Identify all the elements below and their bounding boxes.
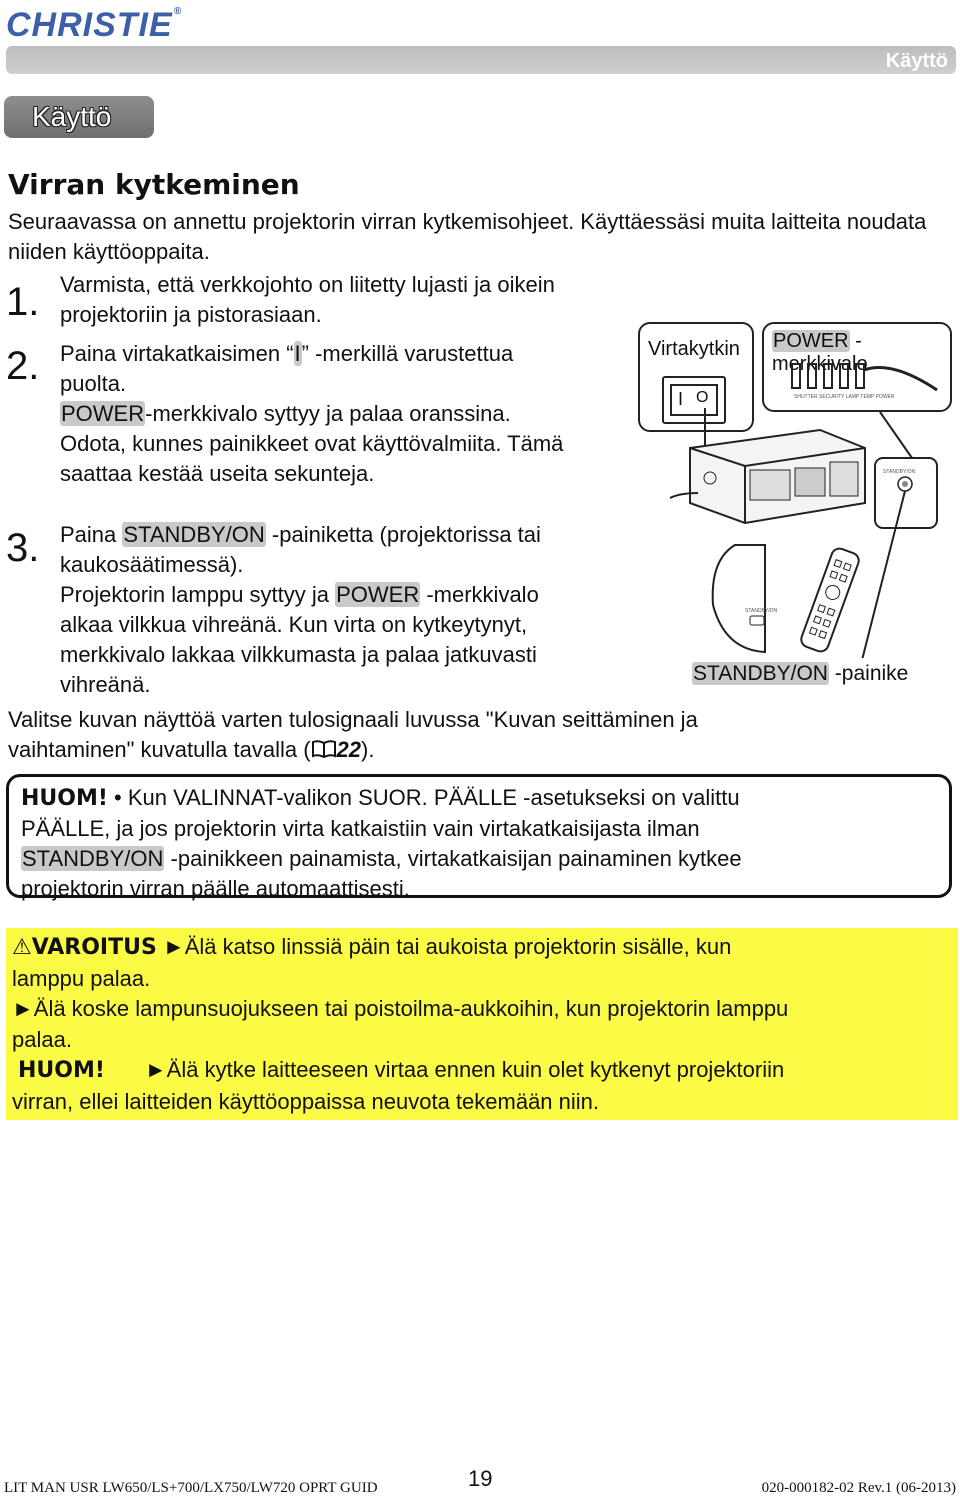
footer-doc-id: LIT MAN USR LW650/LS+700/LX750/LW720 OPRT GUID [4, 1480, 378, 1496]
page-ref[interactable]: 22 [336, 737, 362, 762]
select-input-text: Valitse kuvan näyttöä varten tulosignaali luvussa "Kuvan seittäminen ja vaihtaminen" kuvatulla tavalla ( 22). [8, 707, 698, 762]
power-indicator-label: POWER - merkkivalo [772, 330, 868, 375]
book-icon [311, 737, 337, 762]
section-tab-label: Käyttö [32, 101, 112, 132]
note-label: HUOM! [21, 786, 108, 811]
standby-button-caption: STANDBY/ON -painike [693, 662, 909, 685]
intro-text: Seuraavassa on annettu projektorin virran kytkemisohjeet. Käyttäessäsi muita laitteita noudata niiden käyttöoppaita. [8, 209, 927, 264]
power-switch-icon: I O [662, 376, 726, 424]
header-bar [6, 46, 956, 74]
remote-illustration [705, 540, 865, 660]
power-key: POWER [61, 401, 145, 426]
standby-key: STANDBY/ON [22, 846, 164, 871]
step-3-text: Paina STANDBY/ON -painiketta (projektorissa tai kaukosäätimessä). Projektorin lamppu syttyy ja POWER -merkkivalo alkaa vilkkua vihreänä. Kun virta on kytkeytynyt, merkkivalo lakkaa vilkkumasta ja palaa jatkuvasti vihreänä. [60, 522, 541, 697]
note-box: HUOM! • Kun VALINNAT-valikon SUOR. PÄÄLLE -asetukseksi on valittu PÄÄLLE, ja jos projektorin virta katkaistiin vain virtakatkaisijasta ilman STANDBY/ON -painikkeen painamista, virtakatkaisijan painaminen kytkee projektorin virran päälle automaattisesti. [6, 774, 952, 898]
section-tab [4, 96, 154, 138]
step-1-number: 1. [6, 280, 40, 324]
step-3-number: 3. [6, 526, 40, 570]
svg-text:STANDBY/ON: STANDBY/ON [883, 469, 916, 475]
warning-box: ⚠VAROITUS ►Älä katso linssiä päin tai aukoista projektorin sisälle, kun lamppu palaa. ►Älä koske lampunsuojukseen tai poistoilma-aukkoihin, kun projektorin lamppu palaa. HUOM! ►Älä kytke laitteeseen virtaa ennen kuin olet kytkenyt projektoriin virran, ellei laitteiden käyttöoppaissa neuvota tekemään niin. [6, 928, 958, 1120]
power-key: POWER [336, 582, 420, 607]
step-2-text: Paina virtakatkaisimen “I” -merkillä varustettua puolta. POWER-merkkivalo syttyy ja palaa oranssina. Odota, kunnes painikkeet ovat käyttövalmiita. Tämä saattaa kestää useita sekunteja. [60, 341, 564, 486]
warning-icon: ⚠ [12, 934, 32, 959]
power-indicator-callout [762, 322, 952, 412]
svg-text:STANDBY/ON: STANDBY/ON [745, 608, 778, 614]
switch-label: Virtakytkin [648, 338, 740, 360]
header-section-label: Käyttö [885, 50, 948, 72]
switch-i-key: I [294, 341, 301, 366]
standby-key: STANDBY/ON [123, 522, 265, 547]
indicator-leds-icon [772, 360, 942, 410]
page-title: Virran kytkeminen [8, 168, 300, 201]
warning-note-label: HUOM! [18, 1058, 105, 1083]
christie-logo: CHRISTIE® [6, 6, 183, 44]
svg-text:SHUTTER SECURITY LAMP TEMP POW: SHUTTER SECURITY LAMP TEMP POWER [794, 394, 895, 400]
page-number: 19 [468, 1466, 493, 1491]
step-2-number: 2. [6, 344, 40, 388]
step-1-text: Varmista, että verkkojohto on liitetty lujasti ja oikein projektoriin ja pistorasiaan. [60, 272, 555, 327]
warning-label: VAROITUS [31, 935, 157, 960]
footer-revision: 020-000182-02 Rev.1 (06-2013) [761, 1480, 956, 1496]
